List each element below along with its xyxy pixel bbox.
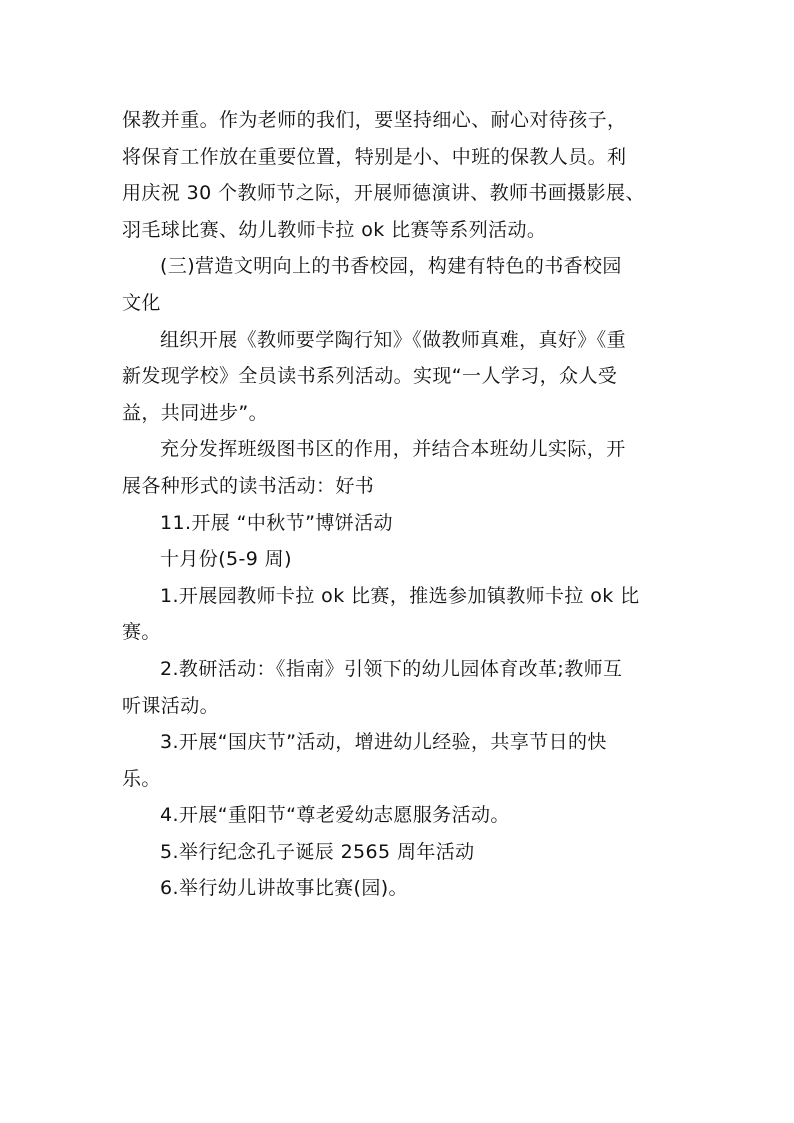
- list-item: 11.开展 “中秋节”博饼活动: [160, 511, 393, 534]
- text-line: 组织开展《教师要学陶行知》《做教师真难，真好》《重: [160, 328, 627, 351]
- list-item: 5.举行纪念孔子诞辰 2565 周年活动: [160, 840, 475, 863]
- list-item: 6.举行幼儿讲故事比赛(园)。: [160, 877, 408, 900]
- text-line: 新发现学校》全员读书系列活动。实现“一人学习，众人受: [122, 365, 618, 388]
- list-item: 1.开展园教师卡拉 ok 比赛，推选参加镇教师卡拉 ok 比: [160, 584, 640, 607]
- text-line: 保教并重。作为老师的我们，要坚持细心、耐心对待孩子，: [122, 109, 627, 131]
- text-line: 展各种形式的读书活动：好书: [122, 474, 375, 497]
- text-line: 充分发挥班级图书区的作用，并结合本班幼儿实际，开: [160, 438, 626, 461]
- text-line: 益，共同进步”。: [122, 401, 269, 424]
- list-item-continued: 赛。: [122, 621, 161, 644]
- list-item: 3.开展“国庆节”活动，增进幼儿经验，共享节日的快: [160, 731, 607, 754]
- list-item-continued: 听课活动。: [122, 694, 220, 717]
- text-line: 将保育工作放在重要位置，特别是小、中班的保教人员。利: [122, 145, 627, 168]
- document-body: [122, 102, 682, 907]
- text-line: 羽毛球比赛、幼儿教师卡拉 ok 比赛等系列活动。: [122, 218, 547, 241]
- month-heading: 十月份(5-9 周): [160, 548, 292, 571]
- list-item: 2.教研活动：《指南》引领下的幼儿园体育改革;教师互: [160, 657, 623, 680]
- list-item-continued: 乐。: [122, 767, 161, 790]
- section-heading: (三)营造文明向上的书香校园，构建有特色的书香校园: [160, 255, 622, 278]
- section-heading-continued: 文化: [122, 291, 161, 314]
- text-line: 用庆祝 30 个教师节之际，开展师德演讲、教师书画摄影展、: [122, 182, 645, 205]
- list-item: 4.开展“重阳节“尊老爱幼志愿服务活动。: [160, 804, 510, 827]
